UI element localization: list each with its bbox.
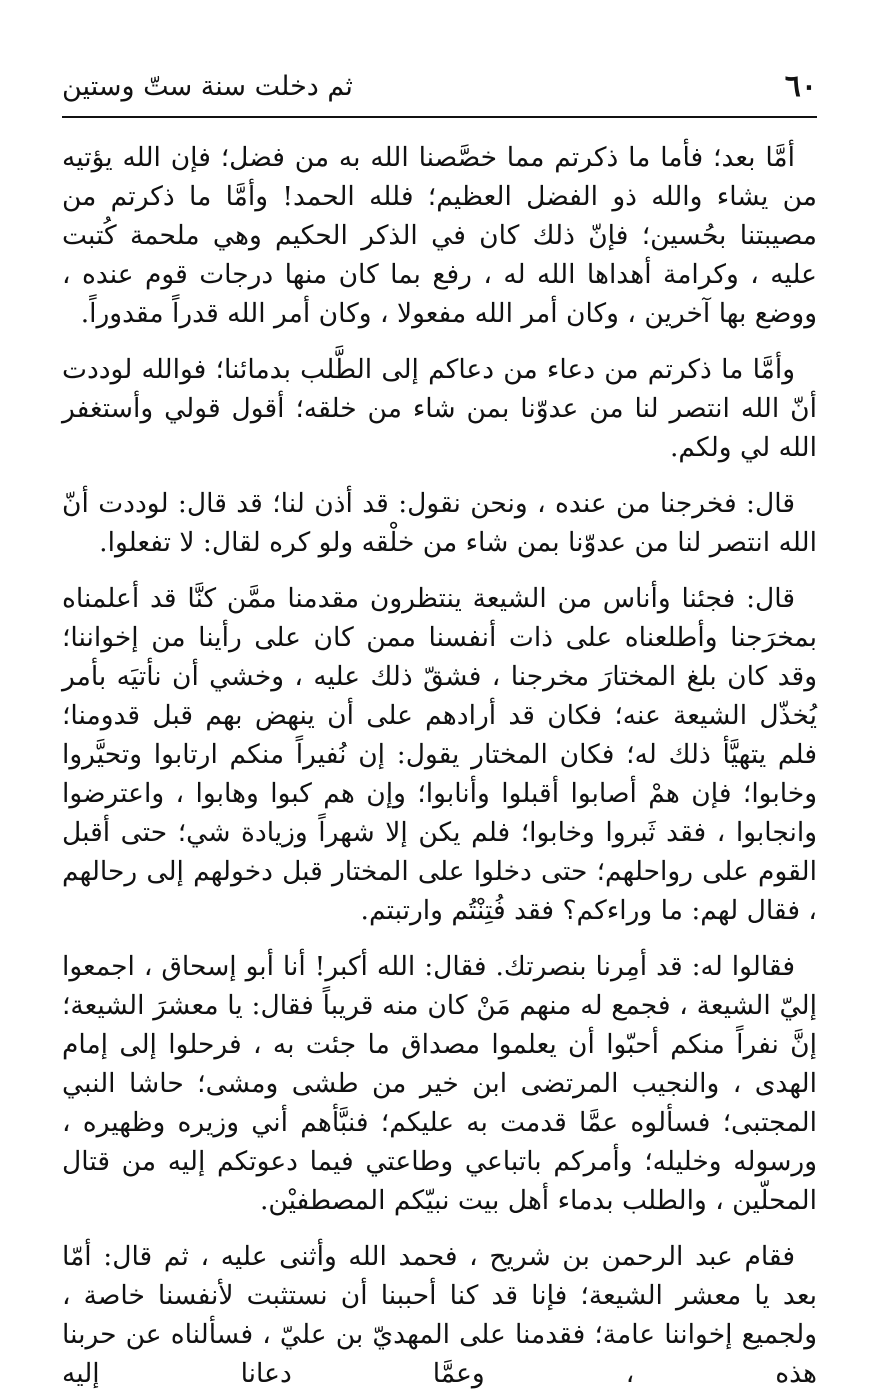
paragraph-5: فقالوا له: قد أمِرنا بنصرتك. فقال: الله أكبر! أنا أبو إسحاق ، اجمعوا إليّ الشيعة ، فجمع له منهم مَنْ كان منه قريباً فقال: يا معشرَ الشيعة؛ إنَّ نفراً منكم أحبّوا أن يعلموا مصداق ما جئت به ، فرحلوا إلى إمام الهدى ، والنجيب المرتضى ابن خير من طشى ومشى؛ حاشا النبي المجتبى؛ فسألوه عمَّا قدمت به عليكم؛ فنبَّأهم أني وزيره وظهيره ، ورسوله وخليله؛ وأمركم باتباعي وطاعتي فيما دعوتكم إليه من قتال المحلّين ، والطلب بدماء أهل بيت نبيّكم المصطفيْن. (62, 951, 817, 1216)
page-header (62, 58, 817, 114)
page-body (62, 138, 817, 1393)
paragraph-1: أمَّا بعد؛ فأما ما ذكرتم مما خصَّصنا الله به من فضل؛ فإن الله يؤتيه من يشاء والله ذو الفضل العظيم؛ فلله الحمد! وأمَّا ما ذكرتم من مصيبتنا بحُسين؛ فإنّ ذلك كان في الذكر الحكيم وهي ملحمة كُتبت عليه ، وكرامة أهداها الله له ، رفع بما كان منها درجات قوم عنده ، ووضع بها آخرين ، وكان أمر الله مفعولا ، وكان أمر الله قدراً مقدوراً. (62, 142, 817, 329)
header-rule (62, 116, 817, 118)
running-title: ثم دخلت سنة ستّ وستين (62, 70, 353, 102)
paragraph-6: فقام عبد الرحمن بن شريح ، فحمد الله وأثنى عليه ، ثم قال: أمّا بعد يا معشر الشيعة؛ فإنا قد كنا أحببنا أن نستثبت لأنفسنا خاصة ، ولجميع إخواننا عامة؛ فقدمنا على المهديّ بن عليّ ، فسألناه عن حربنا هذه ، وعمَّا دعانا إليه (62, 1241, 817, 1389)
page-number: ٦٠ (784, 68, 817, 104)
paragraph-3: قال: فخرجنا من عنده ، ونحن نقول: قد أذن لنا؛ قد قال: لوددت أنّ الله انتصر لنا من عدوّنا بمن شاء من خلْقه ولو كره لقال: لا تفعلوا. (62, 488, 817, 558)
paragraph-2: وأمَّا ما ذكرتم من دعاء من دعاكم إلى الطَّلب بدمائنا؛ فوالله لوددت أنّ الله انتصر لنا من عدوّنا بمن شاء من خلقه؛ أقول قولي وأستغفر الله لي ولكم. (62, 354, 817, 463)
paragraph-4: قال: فجئنا وأناس من الشيعة ينتظرون مقدمنا ممَّن كنَّا قد أعلمناه بمخرَجنا وأطلعناه على ذات أنفسنا ممن كان على رأينا من إخواننا؛ وقد كان بلغ المختارَ مخرجنا ، فشقّ ذلك عليه ، وخشي أن نأتيَه بأمر يُخذّل الشيعة عنه؛ فكان قد أرادهم على أن ينهض بهم قبل قدومنا؛ فلم يتهيَّأ ذلك له؛ فكان المختار يقول: إن نُفيراً منكم ارتابوا وتحيَّروا وخابوا؛ فإن همْ أصابوا أقبلوا وأنابوا؛ وإن هم كبوا وهابوا ، واعترضوا وانجابوا ، فقد ثَبروا وخابوا؛ فلم يكن إلا شهراً وزيادة شي؛ حتى أقبل القوم على رواحلهم؛ حتى دخلوا على المختار قبل دخولهم إلى رحالهم ، فقال لهم: ما وراءكم؟ فقد فُتِنْتُم وارتبتم. (62, 583, 818, 926)
